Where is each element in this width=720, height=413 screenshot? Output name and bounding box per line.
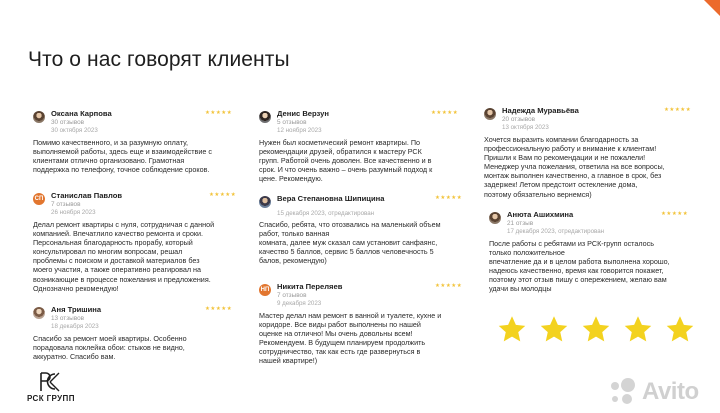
rating-stars-icon: ★★★★★	[205, 306, 233, 312]
rating-stars-icon: ★★★★★	[435, 195, 463, 201]
reviewer-name[interactable]: Надежда Муравьёва	[502, 106, 579, 115]
logo-text: РСК ГРУПП	[27, 394, 75, 403]
review-card	[259, 109, 477, 183]
review-card	[33, 191, 255, 293]
star-icon	[623, 314, 653, 344]
star-icon	[665, 314, 695, 344]
reviews-count: 7 отзывов	[51, 201, 81, 208]
review-date: 18 декабря 2023	[51, 323, 99, 330]
review-card	[33, 109, 251, 174]
reviewer-name[interactable]: Аня Тришина	[51, 305, 102, 314]
avatar[interactable]	[33, 307, 45, 319]
review-date: 30 октября 2023	[51, 127, 98, 134]
reviews-count: 5 отзывов	[277, 119, 307, 126]
rating-stars	[497, 314, 695, 344]
reviewer-name[interactable]: Денис Верзун	[277, 109, 329, 118]
avatar[interactable]	[33, 111, 45, 123]
avito-watermark	[606, 376, 714, 406]
review-text: После работы с ребятами из РСК-групп осталось только положительное впечатление да и в целом работа выполнена хорошо, надеюсь качественно, время как говорится покажет, поэтому этот отзыв пишу с опережением, желаю вам удачи вы молодцы	[489, 239, 670, 294]
review-card	[484, 106, 706, 199]
avatar[interactable]	[484, 108, 496, 120]
rating-stars-icon: ★★★★★	[209, 192, 237, 198]
logo-mark-icon	[39, 372, 61, 392]
review-card	[489, 210, 711, 294]
reviews-count: 30 отзывов	[51, 119, 85, 126]
reviews-count: 13 отзывов	[51, 315, 85, 322]
review-date: 12 ноября 2023	[277, 127, 322, 134]
star-icon	[581, 314, 611, 344]
rating-stars-icon: ★★★★★	[661, 211, 689, 217]
review-date: 9 декабря 2023	[277, 300, 322, 307]
reviews-count: 20 отзывов	[502, 116, 536, 123]
page-title: Что о нас говорят клиенты	[28, 48, 290, 71]
review-date: 13 октября 2023	[502, 124, 549, 131]
review-text: Спасибо за ремонт моей квартиры. Особенно порадовала поклейка обои: стыков не видно, аккуратно. Спасибо вам.	[33, 334, 187, 362]
review-text: Нужен был косметический ремонт квартиры. По рекомендации друзей, обратился к мастеру РСК групп. Работой очень доволен. Все качественно и в срок. И что очень важно – очень разумный подход к цене. Рекомендую.	[259, 138, 433, 184]
rating-stars-icon: ★★★★★	[664, 107, 692, 113]
review-text: Спасибо, ребята, что отозвались на маленький объем работ, только ванная комната, далее муж сказал сам установит санфаянс, качество 5 баллов, сервис 5 баллов человечность 5 балов, рекомендую)	[259, 220, 441, 266]
review-card	[259, 194, 481, 265]
review-card	[259, 282, 481, 366]
avatar[interactable]	[259, 196, 271, 208]
reviews-count: 21 отзыв	[507, 220, 534, 227]
star-icon	[497, 314, 527, 344]
reviews-count: 7 отзывов	[277, 292, 307, 299]
review-date: 26 ноября 2023	[51, 209, 96, 216]
reviewer-name[interactable]: Станислав Павлов	[51, 191, 123, 200]
watermark-text: Avito	[642, 378, 699, 405]
reviewer-name[interactable]: Никита Переляев	[277, 282, 343, 291]
review-text: Делал ремонт квартиры с нуля, сотрудничая с данной компанией. Впечатлило качество ремонта и сроки. Персональная благодарность прорабу, который консультировал по многим вопросам, решал проблемы с поиском и доставкой материалов без моего участия, а также оперативно реагировал на возникающие в процессе пожелания и предложения. Однозначно рекомендую!	[33, 220, 215, 293]
review-text: Мастер делал нам ремонт в ванной и туалете, кухне и коридоре. Все виды работ выполнены по нашей оценке на отлично! Мы очень довольны всем! Рекомендуем. В будущем планируем продолжить сотрудничество, так как есть где развернуться в нашей квартире!)	[259, 311, 442, 366]
reviewer-name[interactable]: Анюта Ашихмина	[507, 210, 574, 219]
company-logo	[27, 372, 97, 408]
review-date: 17 декабря 2023, отредактирован	[507, 228, 605, 235]
star-icon	[539, 314, 569, 344]
review-date: 15 декабря 2023, отредактирован	[277, 210, 375, 217]
avito-logo-icon	[606, 376, 640, 406]
rating-stars-icon: ★★★★★	[205, 110, 233, 116]
reviewer-name[interactable]: Вера Степановна Шипицина	[277, 194, 385, 203]
review-text: Помимо качественного, и за разумную оплату, выполняемой работы, здесь еще и взаимодействие с клиентами отлично организовано. Грамотная поддержка по телефону, точное соблюдение сроков.	[33, 138, 212, 175]
rating-stars-icon: ★★★★★	[435, 283, 463, 289]
avatar[interactable]: НП	[259, 284, 271, 296]
avatar[interactable]	[259, 111, 271, 123]
avatar[interactable]	[489, 212, 501, 224]
review-card	[33, 305, 251, 361]
rating-stars-icon: ★★★★★	[431, 110, 459, 116]
reviewer-name[interactable]: Оксана Карпова	[51, 109, 112, 118]
review-text: Хочется выразить компании благодарность за профессиональную работу и внимание к клиентам! Пришли к Вам по рекомендации и не пожалели! Менеджер учла пожелания, ответила на все вопросы, монтаж выполнен качественно, а главное в срок, без задержек! Летом предстоит остекление дома, поэтому обязательно вернемся)	[484, 135, 665, 199]
corner-accent	[704, 0, 720, 16]
avatar[interactable]: СП	[33, 193, 45, 205]
